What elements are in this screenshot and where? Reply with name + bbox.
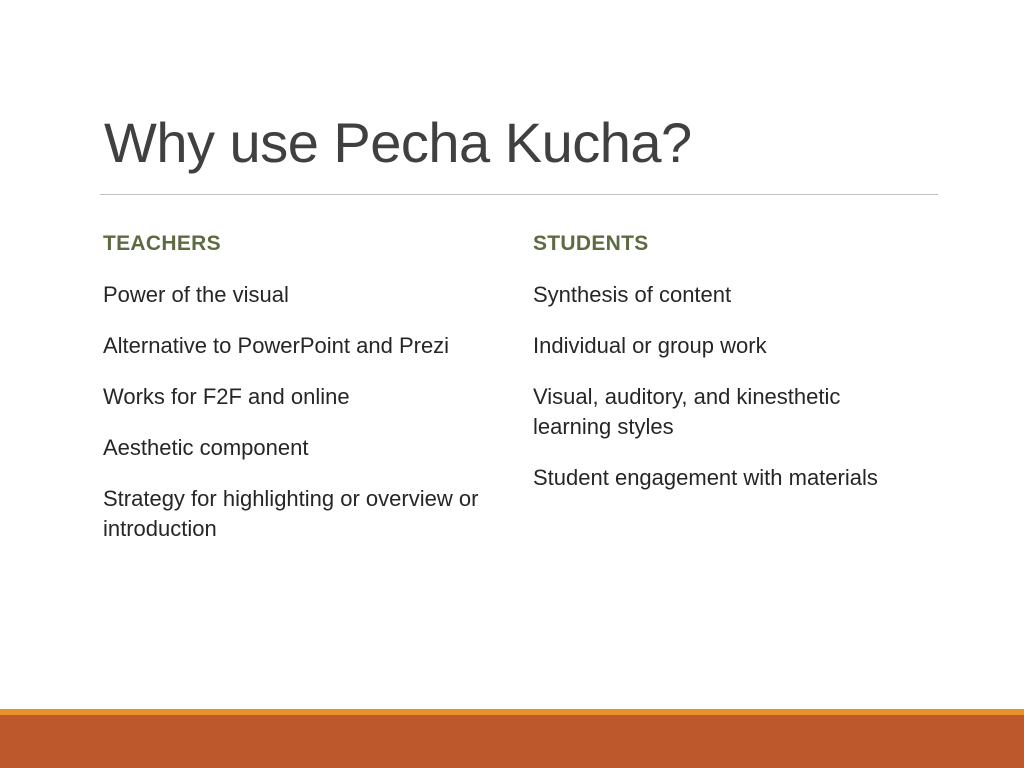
list-item: Aesthetic component	[103, 435, 309, 461]
teachers-column	[103, 230, 493, 565]
teachers-heading: TEACHERS	[103, 232, 221, 255]
list-item: Visual, auditory, and kinesthetic learning styles	[533, 384, 841, 440]
list-item: Student engagement with materials	[533, 465, 878, 491]
students-heading: STUDENTS	[533, 232, 649, 255]
list-item: Power of the visual	[103, 282, 289, 308]
list-item: Strategy for highlighting or overview or introduction	[103, 486, 479, 542]
slide-title: Why use Pecha Kucha?	[104, 111, 692, 174]
list-item: Works for F2F and online	[103, 384, 350, 410]
students-column	[533, 230, 923, 514]
footer-bar	[0, 715, 1024, 768]
list-item: Synthesis of content	[533, 282, 732, 308]
title-divider	[100, 194, 938, 195]
list-item: Alternative to PowerPoint and Prezi	[103, 333, 450, 359]
teachers-list	[103, 280, 493, 544]
list-item: Individual or group work	[533, 333, 767, 359]
students-list	[533, 280, 923, 493]
